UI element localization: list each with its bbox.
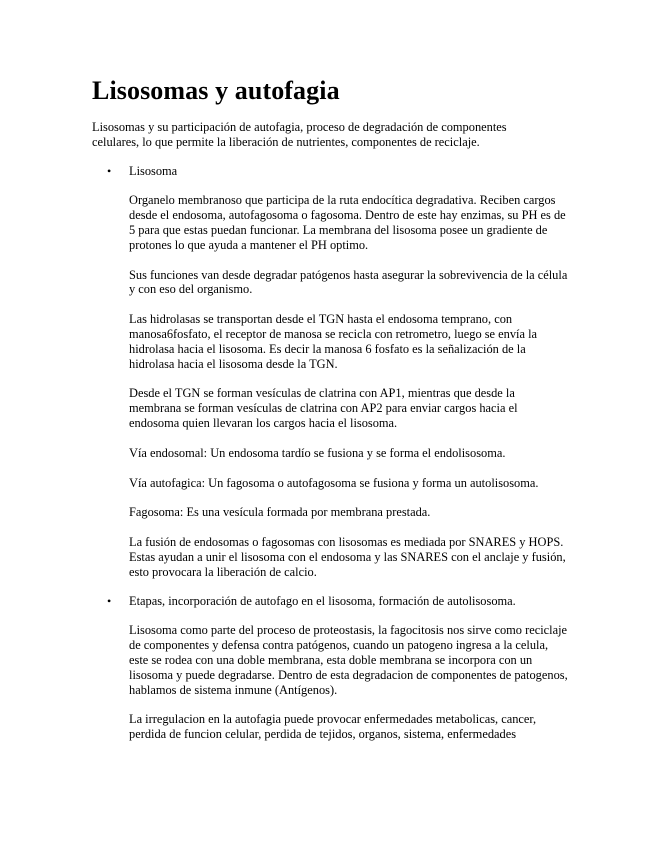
list-item-etapas [92,594,570,742]
section-list [92,164,570,742]
bullet-icon: • [107,163,112,178]
paragraph: Vía autofagica: Un fagosoma o autofagosoma se fusiona y forma un autolisosoma. [129,475,539,490]
list-item-lisosoma [92,164,570,580]
section-title: Etapas, incorporación de autofago en el lisosoma, formación de autolisosoma. [129,593,516,608]
paragraph: Fagosoma: Es una vesícula formada por membrana prestada. [129,505,431,520]
paragraph: Las hidrolasas se transportan desde el TGN hasta el endosoma temprano, con manosa6fosfato, el receptor de manosa se recicla con retrometro, luego se envía la hidrolasa hacia el lisosoma. Es decir la manosa 6 fosfato es la señalización de la hidrolasa hacia el lisosoma desde la TGN. [129,312,538,371]
document-title: Lisosomas y autofagia [92,76,340,105]
paragraph: La irregulacion en la autofagia puede provocar enfermedades metabolicas, cancer, perdida de funcion celular, perdida de tejidos, organos, sistema, enfermedades [129,712,537,742]
paragraph: Sus funciones van desde degradar patógenos hasta asegurar la sobrevivencia de la célula y con eso del organismo. [129,267,568,297]
bullet-icon: • [107,593,112,608]
paragraph: La fusión de endosomas o fagosomas con lisosomas es mediada por SNARES y HOPS. Estas ayudan a unir el lisosoma con el endosoma y las SNARES con el anclaje y fusión, esto provocara la liberación de calcio. [129,535,566,579]
intro-paragraph: Lisosomas y su participación de autofagia, proceso de degradación de componentes celulares, lo que permite la liberación de nutrientes, componentes de reciclaje. [92,120,507,149]
document-page [92,74,570,756]
paragraph: Vía endosomal: Un endosoma tardío se fusiona y se forma el endolisosoma. [129,445,506,460]
paragraph: Desde el TGN se forman vesículas de clatrina con AP1, mientras que desde la membrana se forman vesículas de clatrina con AP2 para enviar cargos hacia el endosoma quien llevaran los cargos hacia el lisosoma. [129,386,518,430]
paragraph: Lisosoma como parte del proceso de proteostasis, la fagocitosis nos sirve como reciclaje de componentes y defensa contra patógenos, cuando un patogeno ingresa a la celula, este se rodea con una doble membrana, esta doble membrana se incorpora con un lisosoma y puede degradarse. Dentro de esta degradacion de componentes de patogenos, hablamos de sistema inmune (Antígenos). [129,623,568,697]
section-title: Lisosoma [129,163,178,178]
paragraph: Organelo membranoso que participa de la ruta endocítica degradativa. Reciben cargos desde el endosoma, autofagosoma o fagosoma. Dentro de este hay enzimas, su PH es de 5 para que estas puedan funcionar. La membrana del lisosoma posee un gradiente de protones lo que ayuda a mantener el PH optimo. [129,193,566,252]
